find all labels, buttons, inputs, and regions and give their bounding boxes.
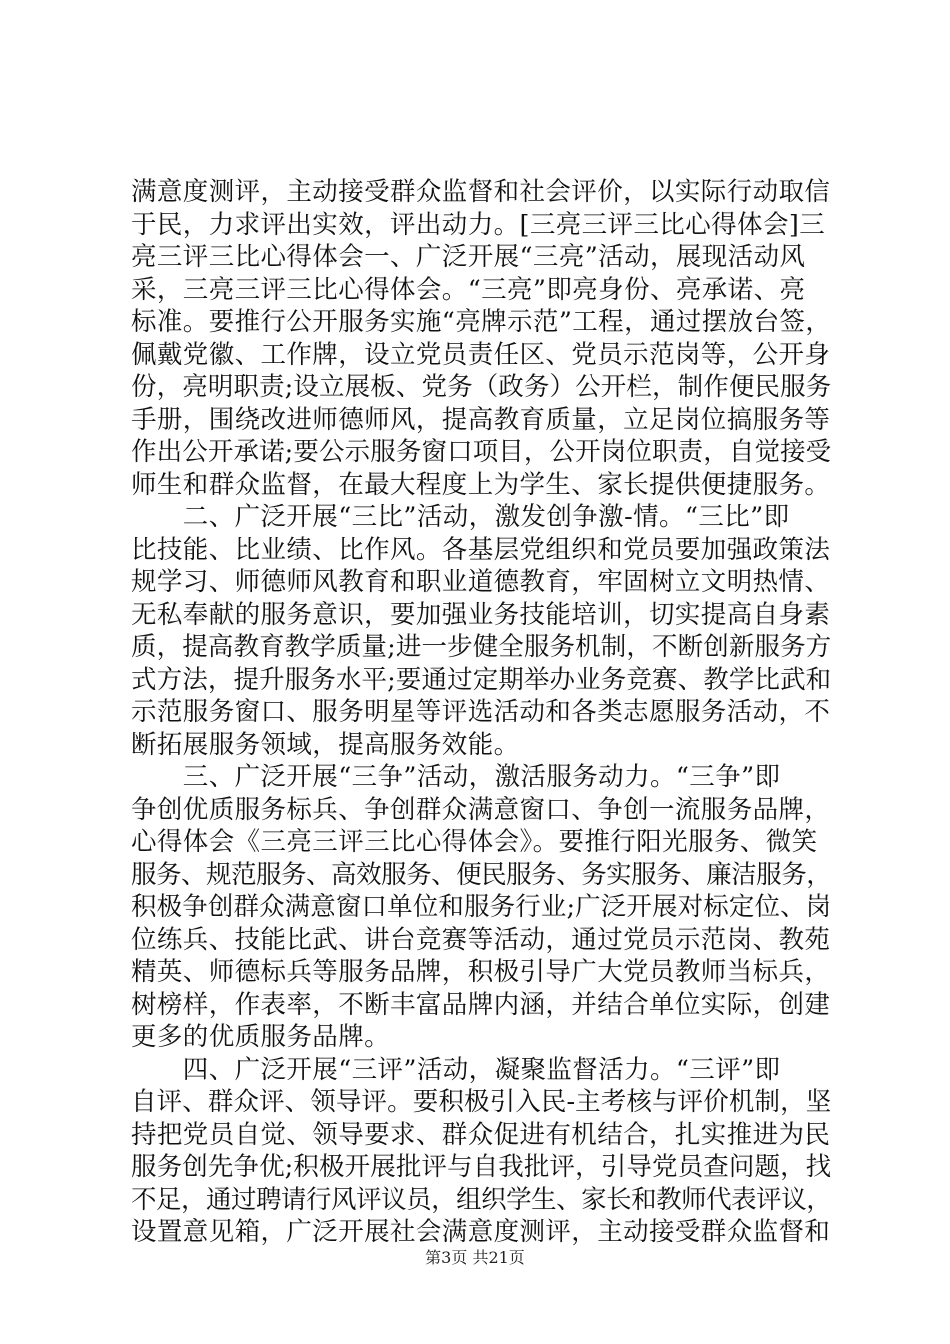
text-line: 式方法，提升服务水平;要通过定期举办业务竞赛、教学比武和 [131,664,832,695]
text-line: 手册，围绕改进师德师风，提高教育质量，立足岗位搞服务等 [131,404,831,435]
text-line: 佩戴党徽、工作牌，设立党员责任区、党员示范岗等，公开身 [131,339,831,370]
text-line: 质，提高教育教学质量;进一步健全服务机制，不断创新服务方 [131,632,832,662]
text-line: 四、广泛开展“三评”活动，凝聚监督活力。“三评”即 [131,1054,781,1085]
text-line: 师生和群众监督，在最大程度上为学生、家长提供便捷服务。 [131,469,831,500]
text-line: 自评、群众评、领导评。要积极引入民-主考核与评价机制，坚 [131,1087,832,1117]
text-line: 比技能、比业绩、比作风。各基层党组织和党员要加强政策法 [131,534,831,565]
body-text [131,176,831,1249]
text-line: 心得体会《三亮三评三比心得体会》。要推行阳光服务、微笑 [131,827,818,857]
text-line: 采，三亮三评三比心得体会。“三亮”即亮身份、亮承诺、亮 [131,274,806,305]
text-line: 位练兵、技能比武、讲台竞赛等活动，通过党员示范岗、教苑 [131,924,831,955]
text-line: 规学习、师德师风教育和职业道德教育，牢固树立文明热情、 [131,567,831,597]
text-line: 作出公开承诺;要公示服务窗口项目，公开岗位职责，自觉接受 [131,437,832,467]
text-line: 无私奉献的服务意识，要加强业务技能培训，切实提高自身素 [131,599,831,630]
text-line: 精英、师德标兵等服务品牌，积极引导广大党员教师当标兵， [131,957,831,987]
text-line: 满意度测评，主动接受群众监督和社会评价，以实际行动取信 [131,177,831,207]
text-line: 于民，力求评出实效，评出动力。[三亮三评三比心得体会]三 [131,209,826,240]
text-line: 积极争创群众满意窗口单位和服务行业;广泛开展对标定位、岗 [131,892,832,922]
text-line: 份，亮明职责;设立展板、党务（政务）公开栏，制作便民服务 [131,372,832,402]
text-line: 更多的优质服务品牌。 [131,1022,391,1052]
text-line: 持把党员自觉、领导要求、群众促进有机结合，扎实推进为民 [131,1119,831,1150]
text-line: 断拓展服务领域，提高服务效能。 [131,729,520,760]
text-line: 不足，通过聘请行风评议员，组织学生、家长和教师代表评议， [131,1184,832,1215]
text-line: 设置意见箱，广泛开展社会满意度测评，主动接受群众监督和 [131,1217,831,1247]
text-line: 标准。要推行公开服务实施“亮牌示范”工程，通过摆放台签， [131,307,832,337]
page-number: 第3页 共21页 [425,1248,525,1267]
text-line: 争创优质服务标兵、争创群众满意窗口、争创一流服务品牌， [131,794,831,825]
text-line: 三、广泛开展“三争”活动，激活服务动力。“三争”即 [131,762,781,792]
text-line: 树榜样，作表率，不断丰富品牌内涵，并结合单位实际，创建 [131,989,831,1020]
text-line: 服务创先争优;积极开展批评与自我批评，引导党员查问题，找 [131,1152,832,1182]
text-line: 二、广泛开展“三比”活动，激发创争激-情。“三比”即 [131,502,790,532]
text-line: 服务、规范服务、高效服务、便民服务、务实服务、廉洁服务， [131,859,832,890]
text-line: 示范服务窗口、服务明星等评选活动和各类志愿服务活动，不 [131,697,831,727]
text-line: 亮三评三比心得体会一、广泛开展“三亮”活动，展现活动风 [131,242,806,272]
